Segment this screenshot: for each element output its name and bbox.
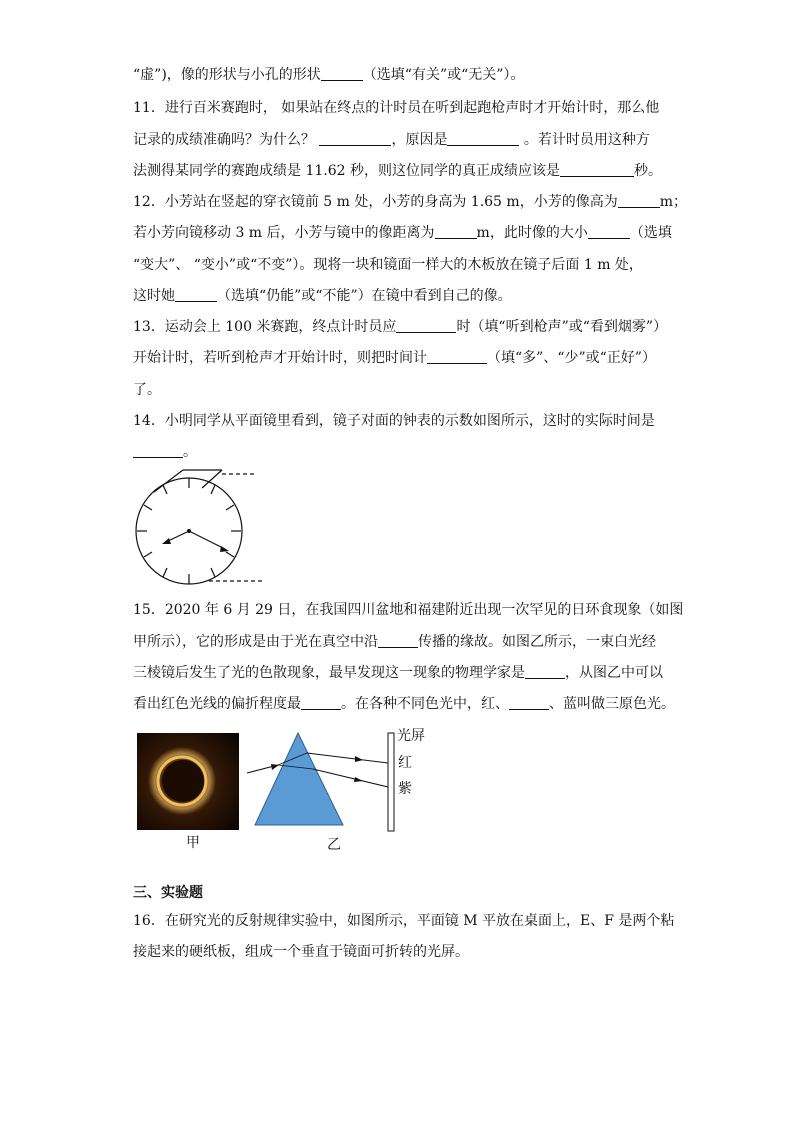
answer-blank[interactable]: [319, 131, 391, 146]
text: 秒。: [633, 163, 662, 179]
arrow-icon: [354, 777, 363, 782]
question-15-line-2: [133, 633, 656, 651]
question-12-line-2: [133, 224, 672, 242]
text: m；: [659, 194, 687, 210]
text: 接起来的硬纸板，组成一个垂直于镜面可折转的光屏。: [133, 944, 469, 960]
mirror-clock-figure: [132, 468, 272, 598]
figure-label-yi: 乙: [327, 837, 341, 853]
text: （填“多”、“少”或“正好”）: [487, 350, 656, 366]
question-15-line-3: [133, 664, 663, 682]
section-title: 三、实验题: [133, 885, 203, 901]
question-13-line-2: [133, 349, 656, 367]
text: 法测得某同学的赛跑成绩是 11.62 秒，则这位同学的真正成绩应该是: [133, 163, 560, 179]
arrow-icon: [162, 538, 171, 544]
answer-blank[interactable]: [588, 224, 630, 239]
question-14-line-1: [133, 412, 655, 430]
question-11-line-3: [133, 162, 662, 180]
answer-blank[interactable]: [525, 664, 565, 679]
text: 了。: [133, 382, 161, 398]
frame-line: [202, 470, 222, 488]
arrow-icon: [220, 546, 229, 552]
text: “变大”、 “变小”或“不变”）。现将一块和镜面一样大的木板放在镜子后面 1 m 处，: [133, 257, 643, 273]
text: m，此时像的大小: [476, 225, 588, 241]
question-15-line-1: [133, 601, 683, 619]
text: 三棱镜后发生了光的色散现象，最早发现这一现象的物理学家是: [133, 665, 525, 681]
label-purple: 紫: [398, 781, 412, 797]
text: （选填: [629, 225, 672, 241]
answer-blank[interactable]: [427, 349, 487, 364]
answer-blank[interactable]: [175, 287, 217, 302]
answer-blank[interactable]: [133, 443, 183, 458]
question-11-line-1: [133, 99, 659, 117]
question-11-line-2: [133, 131, 650, 149]
light-screen: [388, 733, 394, 831]
arrow-icon: [271, 764, 279, 770]
text: 11．进行百米赛跑时， 如果站在终点的计时员在听到起跑枪声时才开始计时，那么他: [133, 100, 660, 116]
minute-hand: [189, 531, 225, 549]
question-12-line-3: [133, 256, 643, 274]
text: 。: [183, 444, 197, 460]
answer-blank[interactable]: [447, 131, 519, 146]
answer-blank[interactable]: [435, 224, 477, 239]
frame-line: [154, 470, 183, 492]
text: 甲所示），它的形成是由于光在真空中沿: [133, 634, 378, 650]
text: 记录的成绩准确吗？为什么？: [133, 132, 320, 148]
text: ，从图乙中可以: [565, 665, 663, 681]
text: 时（填“听到枪声”或“看到烟雾”）: [456, 319, 668, 335]
text: 看出红色光线的偏折程度最: [133, 696, 301, 712]
answer-blank[interactable]: [618, 193, 660, 208]
text: 若小芳向镜移动 3 m 后，小芳与镜中的像距离为: [133, 225, 435, 241]
question-16-line-2: [133, 943, 469, 961]
answer-blank[interactable]: [321, 66, 363, 81]
question-12-line-1: [133, 193, 687, 211]
prism: [255, 733, 343, 825]
figure-label-jia: 甲: [186, 835, 200, 851]
text: 13．运动会上 100 米赛跑，终点计时员应: [133, 319, 397, 335]
label-screen: 光屏: [397, 728, 425, 744]
question-14-line-2: [133, 443, 197, 461]
text: 、蓝叫做三原色光。: [549, 696, 675, 712]
question-16-line-1: [133, 912, 674, 930]
text: 14．小明同学从平面镜里看到，镜子对面的钟表的示数如图所示，这时的实际时间是: [133, 413, 655, 429]
arrow-icon: [355, 756, 363, 762]
eclipse-photo: [137, 733, 239, 830]
text: ，原因是: [391, 132, 448, 148]
text: “虚”)，像的形状与小孔的形状: [133, 67, 321, 83]
text-line: [133, 66, 524, 84]
text: 12．小芳站在竖起的穿衣镜前 5 m 处，小芳的身高为 1.65 m，小芳的像高为: [133, 194, 618, 210]
text: 。若计时员用这种方: [519, 132, 650, 148]
label-red: 红: [398, 755, 412, 771]
question-13-line-1: [133, 318, 667, 336]
question-12-line-4: [133, 287, 512, 305]
answer-blank[interactable]: [560, 162, 634, 177]
text: （选填“有关”或“无关”）。: [362, 67, 525, 83]
text: 传播的缘故。如图乙所示，一束白光经: [418, 634, 656, 650]
text: 15．2020 年 6 月 29 日，在我国四川盆地和福建附近出现一次罕见的日环食现象（如图: [133, 602, 684, 618]
answer-blank[interactable]: [509, 695, 549, 710]
text: 这时她: [133, 288, 175, 304]
answer-blank[interactable]: [396, 318, 456, 333]
text: 16．在研究光的反射规律实验中，如图所示，平面镜 M 平放在桌面上，E、F 是两个粘: [133, 913, 675, 929]
answer-blank[interactable]: [378, 633, 418, 648]
question-15-line-4: [133, 695, 675, 713]
question-13-line-3: [133, 381, 161, 399]
text: 开始计时，若听到枪声才开始计时，则把时间计: [133, 350, 427, 366]
answer-blank[interactable]: [301, 695, 341, 710]
text: （选填“仍能”或“不能”）在镜中看到自己的像。: [217, 288, 512, 304]
text: 。在各种不同色光中，红、: [341, 696, 509, 712]
